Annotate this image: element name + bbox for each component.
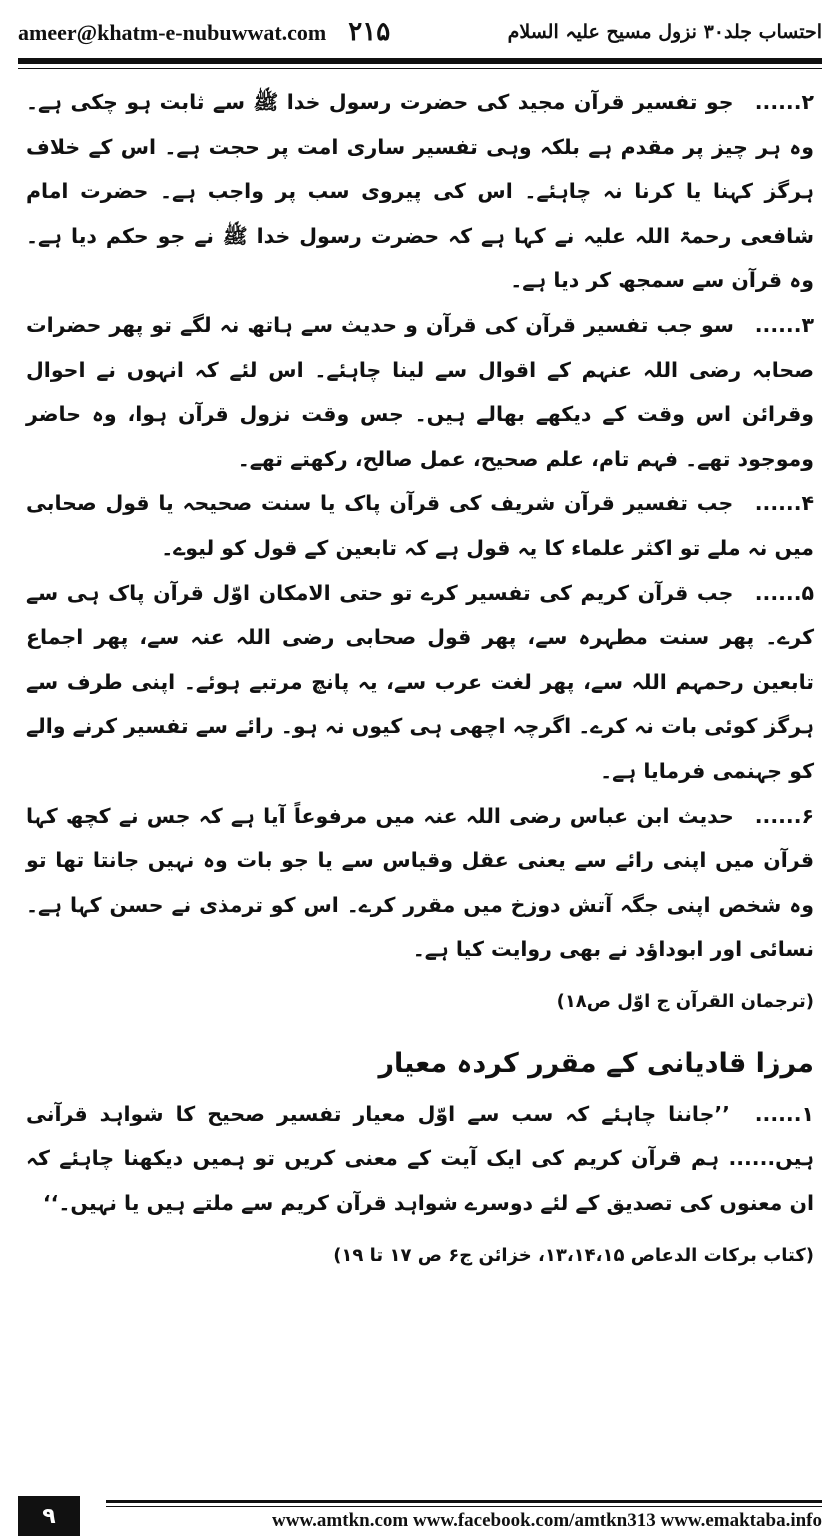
section-heading: مرزا قادیانی کے مقرر کردہ معیار	[378, 1047, 814, 1079]
paragraph-text: جب قرآن کریم کی تفسیر کرے تو حتی الامکان اوّل قرآن پاک ہی سے کرے۔ پھر سنت مطہرہ سے، پھر قول صحابی رضی اللہ عنہ سے، پھر اجماع تابعین رحمہم اللہ سے، پھر لغت عرب سے، یہ پانچ مرتبے ہوئے۔ اپنی طرف سے ہرگز کوئی بات نہ کرے۔ اگرچہ اچھی ہی کیوں نہ ہو۔ رائے سے تفسیر کرنے والے کو جہنمی فرمایا ہے۔	[26, 580, 814, 783]
paragraph-4	[26, 481, 814, 570]
footer-urls: www.amtkn.com www.facebook.com/amtkn313 www.emaktaba.info	[272, 1510, 822, 1531]
footer-rule-thin	[106, 1506, 822, 1507]
paragraph-2	[26, 80, 814, 303]
paragraph-text: ’’جاننا چاہئے کہ سب سے اوّل معیار تفسیر صحیح کا شواہد قرآنی ہیں...... ہم قرآن کریم کی ایک آیت کے معنی کریں تو ہمیں دیکھنا چاہئے کہ ان معنوں کی تصدیق کے لئے دوسرے شواہد قرآن کریم سے ملتے ہیں یا نہیں۔‘‘	[26, 1101, 814, 1216]
paragraph-text: حدیث ابن عباس رضی اللہ عنہ میں مرفوعاً آیا ہے کہ جس نے کچھ کہا قرآن میں اپنی رائے سے یعنی عقل وقیاس سے یا جو بات وہ نہیں جانتا تھا تو وہ شخص اپنی جگہ آتش دوزخ میں مقرر کرے۔ اس کو ترمذی نے حسن کہا ہے۔ نسائی اور ابوداؤد نے بھی روایت کیا ہے۔	[26, 803, 814, 962]
paragraph-text: جو تفسیر قرآن مجید کی حضرت رسول خدا ﷺ سے ثابت ہو چکی ہے۔ وہ ہر چیز پر مقدم ہے بلکہ وہی تفسیر ساری امت پر حجت ہے۔ اس کے خلاف ہرگز کہنا یا کرنا نہ چاہئے۔ اس کی پیروی سب پر واجب ہے۔ حضرت امام شافعی رحمۃ اللہ علیہ نے کہا ہے کہ حضرت رسول خدا ﷺ نے جو حکم دیا ہے۔ وہ قرآن سے سمجھ کر دیا ہے۔	[26, 90, 814, 293]
reference-citation-2: (کتاب برکات الدعاص ۱۳،۱۴،۱۵، خزائن ج۶ ص ۱۷ تا ۱۹)	[333, 1244, 814, 1266]
page-footer	[18, 1496, 822, 1538]
paragraph-text: سو جب تفسیر قرآن کی قرآن و حدیث سے ہاتھ نہ لگے تو پھر حضرات صحابہ رضی اللہ عنہم کے اقوال سے لینا چاہئے۔ اس لئے کہ انہوں نے احوال وقرائن اس وقت کے دیکھے بھالے ہیں۔ جس وقت نزول قرآن ہوا، وہ حاضر وموجود تھے۔ فہم تام، علم صحیح، عمل صالح، رکھتے تھے۔	[26, 312, 814, 471]
page-header	[18, 10, 822, 54]
paragraph-text: جب تفسیر قرآن شریف کی قرآن پاک یا سنت صحیحہ یا قول صحابی میں نہ ملے تو اکثر علماء کا یہ قول ہے کہ تابعین کے قول کو لیوے۔	[26, 491, 814, 560]
header-title: احتساب جلد۳۰ نزول مسیح علیہ السلام	[507, 21, 822, 43]
paragraph-number: ۴......	[754, 491, 815, 516]
footer-page-number: ۹	[18, 1496, 80, 1536]
paragraph-number: ۵......	[754, 580, 814, 605]
header-left	[18, 17, 390, 47]
header-page-number: ۲۱۵	[348, 17, 391, 47]
page-body	[26, 80, 814, 1290]
footer-rule-thick	[106, 1500, 822, 1503]
header-email: ameer@khatm-e-nubuwwat.com	[18, 20, 327, 45]
paragraph-5	[26, 571, 814, 794]
paragraph-number: ۳......	[754, 312, 814, 337]
paragraph-6	[26, 794, 814, 972]
paragraph-number: ۲......	[754, 90, 815, 114]
paragraph-3	[26, 303, 814, 481]
header-rule-thin	[18, 68, 822, 69]
header-rule-thick	[18, 58, 822, 64]
paragraph-number: ۱......	[754, 1101, 814, 1126]
section2-paragraph-1	[26, 1092, 814, 1226]
paragraph-number: ۶......	[754, 803, 814, 828]
reference-citation-1: (ترجمان القرآن ج اوّل ص۱۸)	[556, 990, 814, 1012]
